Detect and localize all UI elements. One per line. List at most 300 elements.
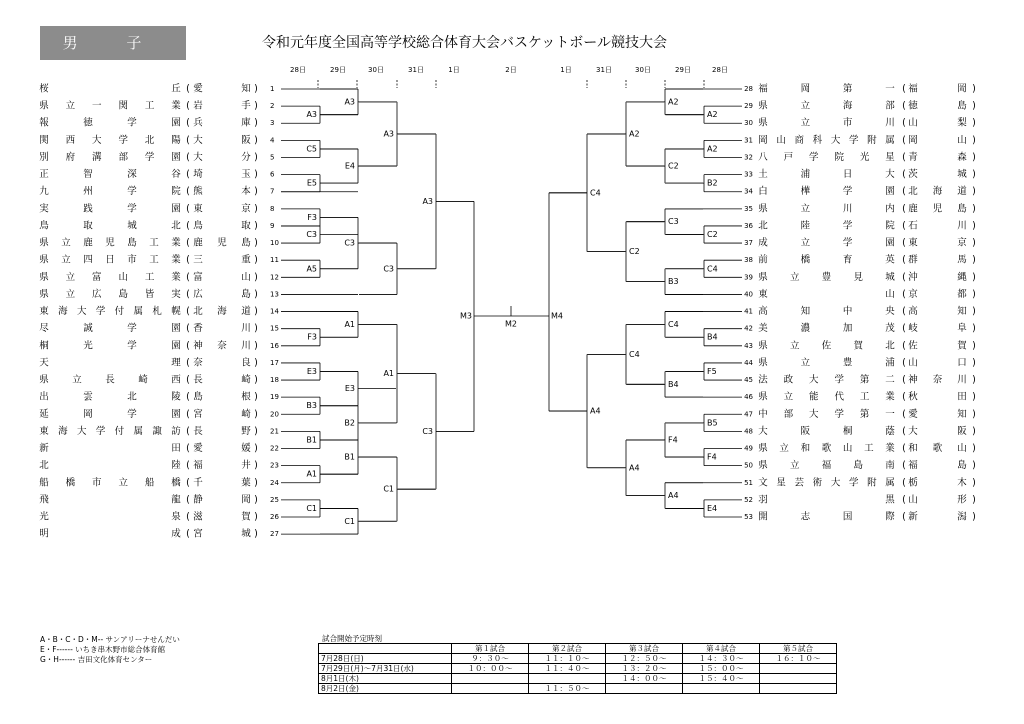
schedule-time: １１：１０～ bbox=[529, 654, 606, 664]
team-left-name-char: 学 bbox=[95, 425, 106, 437]
team-left-pref-char: 奈 bbox=[193, 357, 203, 369]
team-right-name-char: 附 bbox=[867, 134, 877, 146]
team-right-paren: ( bbox=[902, 254, 906, 266]
team-left-name bbox=[39, 339, 181, 351]
team-right-name-char: 学 bbox=[834, 408, 844, 420]
team-left-pref-char: 岩 bbox=[193, 100, 203, 112]
team-left-name-char: 智 bbox=[83, 169, 93, 181]
match-label: A3 bbox=[344, 97, 355, 107]
team-right-pref-char: 森 bbox=[957, 151, 967, 163]
match-label: B3 bbox=[306, 401, 317, 411]
team-left-number: 18 bbox=[270, 376, 279, 385]
team-left-paren: ( bbox=[186, 237, 190, 249]
page-title: 令和元年度全国高等学校総合体育大会バスケットボール競技大会 bbox=[262, 35, 668, 51]
team-right-paren: ) bbox=[972, 374, 976, 386]
team-left-name-char: 丘 bbox=[171, 83, 181, 95]
team-right-name-char: 川 bbox=[885, 117, 895, 129]
team-right-name bbox=[758, 391, 895, 403]
team-left-pref-char: 海 bbox=[217, 306, 227, 318]
team-right-number: 45 bbox=[744, 376, 753, 385]
team-right-name-char: 歌 bbox=[821, 443, 832, 455]
team-left-pref bbox=[193, 202, 251, 214]
team-left-pref bbox=[193, 83, 251, 95]
team-left-name-char: 鹿 bbox=[83, 237, 93, 249]
team-left-paren: ( bbox=[186, 528, 190, 540]
team-right-pref bbox=[908, 374, 967, 386]
team-right-name-char: 土 bbox=[758, 169, 768, 181]
team-right-pref-char: 山 bbox=[908, 117, 918, 129]
team-right-name-char: 文 bbox=[758, 477, 768, 489]
team-left-name bbox=[39, 151, 181, 163]
team-right-number: 39 bbox=[744, 273, 753, 282]
team-left-name-char: 北 bbox=[39, 460, 49, 472]
team-right-name bbox=[758, 219, 895, 231]
team-left-name-char: 学 bbox=[127, 186, 137, 198]
team-left-pref bbox=[193, 511, 251, 523]
team-left-name-char: 陽 bbox=[171, 134, 181, 146]
team-right-name-char: 属 bbox=[885, 134, 895, 146]
team-left-name bbox=[39, 134, 181, 146]
team-right-name-char: 日 bbox=[842, 169, 853, 181]
team-right-pref bbox=[908, 511, 967, 523]
category-tag: 男 子 bbox=[40, 26, 186, 60]
team-left-pref-char: 東 bbox=[193, 203, 203, 215]
team-right-pref-char: 福 bbox=[908, 83, 918, 95]
team-right-pref-char: 阪 bbox=[957, 425, 967, 437]
team-left-name-char: 東 bbox=[39, 306, 49, 318]
date-header-left: 1日 bbox=[448, 66, 460, 74]
team-left-name-char: 東 bbox=[39, 425, 49, 437]
team-right-pref-char: 高 bbox=[908, 306, 918, 318]
team-left-name-char: 工 bbox=[144, 271, 155, 283]
match-label: C3 bbox=[383, 264, 394, 274]
team-right-name bbox=[758, 288, 895, 300]
team-left-name-char: 州 bbox=[83, 186, 93, 198]
team-right-paren: ) bbox=[972, 340, 976, 352]
team-right-paren: ( bbox=[902, 100, 906, 112]
date-header-left: 29日 bbox=[330, 66, 346, 74]
team-left-name-char: 北 bbox=[127, 391, 137, 403]
schedule-time: １０：００～ bbox=[452, 664, 529, 674]
venue-legend-line: E・F------ いちき串木野市総合体育館 bbox=[40, 645, 166, 654]
team-right-name-char: 立 bbox=[800, 357, 811, 369]
match-label: F5 bbox=[707, 366, 717, 376]
team-right-name-char: 第 bbox=[859, 408, 870, 420]
schedule-header-row bbox=[319, 644, 837, 654]
team-left-name-char: 児 bbox=[105, 237, 115, 249]
team-left-number: 26 bbox=[270, 513, 279, 521]
team-left-paren: ( bbox=[186, 408, 190, 420]
team-left-paren: ( bbox=[186, 391, 190, 403]
team-right-name-char: 商 bbox=[794, 134, 805, 146]
team-left-pref bbox=[193, 476, 251, 488]
team-left-paren: ) bbox=[254, 186, 258, 198]
team-right-paren: ( bbox=[902, 357, 906, 369]
team-right-pref-char: 知 bbox=[957, 408, 967, 420]
team-right-pref bbox=[908, 134, 967, 146]
team-right-pref-char: 口 bbox=[957, 357, 967, 369]
team-left-number: 25 bbox=[270, 495, 279, 504]
team-right-name-char: 県 bbox=[758, 340, 768, 352]
team-left-pref-char: 京 bbox=[241, 203, 251, 215]
team-left-number: 24 bbox=[270, 478, 279, 487]
team-left-pref-char: 北 bbox=[193, 306, 203, 318]
team-right-number: 33 bbox=[744, 170, 753, 179]
schedule-time: １４：３０～ bbox=[683, 654, 760, 664]
team-left-name bbox=[39, 168, 181, 180]
team-right-name-char: 大 bbox=[830, 477, 841, 489]
match-label: A3 bbox=[422, 196, 433, 206]
team-right-name-char: 岡 bbox=[758, 134, 768, 146]
team-left-name-char: 立 bbox=[61, 254, 71, 266]
team-left-name-char: 実 bbox=[171, 288, 181, 300]
team-right-name-char: 院 bbox=[885, 220, 895, 232]
team-left-pref-char: 川 bbox=[241, 340, 251, 352]
team-left-name-char: 園 bbox=[171, 323, 181, 335]
team-left-name-char: 工 bbox=[149, 254, 159, 266]
team-left-name bbox=[39, 185, 181, 197]
team-right-name-char: 濃 bbox=[800, 323, 811, 335]
match-label: E3 bbox=[306, 366, 317, 376]
team-left-pref-char: 城 bbox=[241, 528, 251, 540]
team-right-pref-char: 形 bbox=[957, 494, 967, 506]
team-right-name-char: 豊 bbox=[821, 271, 832, 283]
match-label: B4 bbox=[668, 379, 679, 389]
team-right-name-char: 立 bbox=[800, 203, 811, 215]
team-left-name-char: 大 bbox=[76, 306, 87, 318]
team-right-name-char: 政 bbox=[783, 374, 794, 386]
team-left-paren: ) bbox=[254, 340, 258, 352]
team-right-name-char: 浦 bbox=[885, 357, 895, 369]
team-left-paren: ( bbox=[186, 374, 190, 386]
team-right-pref-char: 青 bbox=[908, 151, 918, 163]
team-right-paren: ( bbox=[902, 494, 906, 506]
team-left-name-char: 付 bbox=[114, 306, 125, 318]
schedule-time: ９：３０～ bbox=[452, 654, 529, 664]
venue-legend-line: A・B・C・D・M-- サンアリーナせんだい bbox=[40, 635, 180, 644]
team-left-name bbox=[39, 511, 181, 523]
match-label: A4 bbox=[668, 491, 679, 501]
team-left-pref bbox=[193, 426, 251, 437]
match-label: A3 bbox=[306, 110, 317, 120]
team-left-pref bbox=[193, 459, 251, 471]
team-left-name-char: 部 bbox=[118, 151, 128, 163]
team-right-name bbox=[758, 322, 895, 334]
team-left-name-char: 崎 bbox=[138, 374, 148, 386]
team-left-pref-char: 宮 bbox=[193, 408, 203, 420]
match-label: C4 bbox=[707, 264, 718, 274]
match-label: C2 bbox=[629, 247, 640, 257]
team-right-pref-char: 和 bbox=[908, 443, 918, 455]
team-left-pref bbox=[193, 374, 251, 386]
team-right-name-char: 科 bbox=[812, 134, 823, 146]
team-left-name bbox=[39, 322, 181, 334]
team-right-number: 46 bbox=[744, 393, 753, 402]
team-right-paren: ) bbox=[972, 203, 976, 215]
team-left-paren: ( bbox=[186, 306, 190, 318]
team-left-name-char: 光 bbox=[39, 511, 49, 523]
team-right-pref-char: 神 bbox=[908, 374, 918, 386]
team-left-pref-char: 崎 bbox=[241, 408, 251, 420]
team-left-name-char: 雲 bbox=[83, 391, 93, 403]
match-label: A1 bbox=[306, 469, 317, 479]
team-right-pref bbox=[908, 493, 967, 505]
team-right-name-char: 工 bbox=[864, 443, 874, 455]
schedule-time bbox=[760, 664, 837, 674]
team-left-paren: ) bbox=[254, 237, 258, 249]
team-left-name-char: 立 bbox=[118, 477, 128, 489]
team-right-name bbox=[758, 511, 895, 523]
team-left-paren: ) bbox=[254, 391, 258, 403]
team-right-name bbox=[758, 100, 895, 112]
team-left-paren: ) bbox=[254, 151, 258, 163]
team-left-name-char: 学 bbox=[127, 117, 137, 129]
schedule-time: １５：４０～ bbox=[683, 674, 760, 684]
team-right-pref-char: 岐 bbox=[908, 323, 918, 335]
team-left-name bbox=[39, 528, 181, 540]
match-label: A2 bbox=[707, 144, 718, 154]
team-left-number: 2 bbox=[270, 102, 275, 111]
team-right-name-char: 県 bbox=[758, 443, 768, 455]
team-right-pref-char: 山 bbox=[908, 494, 918, 506]
team-right-paren: ) bbox=[972, 288, 976, 300]
team-right-name-char: 立 bbox=[800, 237, 811, 249]
team-left-pref bbox=[193, 219, 251, 231]
team-right-number: 28 bbox=[744, 85, 753, 93]
team-right-name-char: 工 bbox=[859, 391, 870, 403]
team-right-name-char: 業 bbox=[885, 443, 895, 455]
team-left-name-char: 北 bbox=[144, 134, 155, 146]
team-right-name-char: 八 bbox=[758, 151, 768, 163]
team-left-pref-char: 手 bbox=[241, 100, 251, 112]
date-header-right: 29日 bbox=[675, 66, 691, 74]
team-right-name bbox=[758, 185, 895, 197]
date-header-right: 1日 bbox=[560, 66, 572, 74]
team-left-pref-char: 三 bbox=[193, 254, 203, 266]
team-right-number: 48 bbox=[744, 427, 753, 436]
team-right-name-char: 加 bbox=[842, 323, 853, 335]
team-right-paren: ) bbox=[972, 443, 976, 455]
team-left-pref bbox=[193, 271, 251, 283]
team-left-name-char: 属 bbox=[133, 425, 144, 437]
team-right-pref-char: 北 bbox=[908, 186, 918, 198]
team-right-pref-char: 秋 bbox=[908, 391, 918, 403]
team-left-number: 7 bbox=[270, 187, 275, 196]
team-left-pref-char: 大 bbox=[193, 134, 203, 146]
team-left-name-char: 業 bbox=[171, 271, 181, 283]
team-right-name-char: 県 bbox=[758, 391, 768, 403]
team-left-pref-char: 島 bbox=[241, 237, 251, 249]
team-right-name-char: 業 bbox=[885, 391, 895, 403]
match-label: A2 bbox=[668, 97, 679, 107]
match-label: C4 bbox=[629, 349, 640, 359]
team-right-name-char: 山 bbox=[776, 134, 786, 146]
team-right-name-char: 島 bbox=[853, 460, 864, 472]
team-left-name-char: 県 bbox=[39, 288, 49, 300]
team-left-pref-char: 千 bbox=[193, 477, 203, 489]
team-left-name-char: 工 bbox=[144, 100, 155, 112]
team-left-name bbox=[39, 374, 181, 386]
team-left-pref-char: 香 bbox=[193, 323, 203, 335]
team-right-paren: ( bbox=[902, 511, 906, 523]
team-left-name-char: 市 bbox=[127, 254, 137, 266]
team-left-name-char: 県 bbox=[39, 374, 49, 386]
team-left-paren: ) bbox=[254, 408, 258, 420]
schedule-header-cell: 第２試合 bbox=[529, 644, 606, 654]
schedule-time bbox=[529, 674, 606, 684]
team-right-pref bbox=[908, 168, 967, 180]
schedule-date: 7月29日(月)～7月31日(水) bbox=[319, 664, 452, 674]
match-label: A3 bbox=[383, 129, 394, 139]
team-right-pref bbox=[908, 83, 967, 95]
team-right-number: 43 bbox=[744, 341, 753, 350]
team-left-name-char: 立 bbox=[65, 271, 76, 283]
venue-legend-line: G・H------ 吉田文化体育センター bbox=[40, 655, 153, 664]
team-left-paren: ( bbox=[186, 460, 190, 472]
team-left-pref bbox=[193, 117, 251, 129]
team-left-pref-char: 良 bbox=[241, 357, 251, 369]
team-right-number: 32 bbox=[744, 153, 753, 162]
team-left-pref-char: 道 bbox=[241, 306, 251, 318]
team-left-pref-char: 静 bbox=[193, 494, 203, 506]
team-right-number: 36 bbox=[744, 221, 753, 230]
team-right-paren: ( bbox=[902, 477, 906, 489]
team-right-name-char: 知 bbox=[800, 306, 811, 318]
team-right-paren: ( bbox=[902, 460, 906, 472]
team-right-name-char: 県 bbox=[758, 117, 768, 129]
schedule-time bbox=[606, 684, 683, 694]
team-right-paren: ( bbox=[902, 134, 906, 146]
team-left-pref-char: 庫 bbox=[241, 117, 251, 129]
team-left-name-char: 陸 bbox=[171, 460, 181, 472]
match-label: B5 bbox=[707, 418, 718, 428]
team-right-name-char: 戸 bbox=[783, 151, 794, 163]
team-left-name-char: 大 bbox=[92, 134, 102, 146]
team-left-number: 21 bbox=[270, 427, 279, 436]
team-right-name bbox=[758, 117, 895, 129]
team-left-name-char: 府 bbox=[65, 151, 76, 163]
team-left-name-char: 院 bbox=[171, 186, 181, 198]
team-right-number: 42 bbox=[744, 324, 753, 333]
team-right-pref bbox=[908, 442, 967, 454]
team-left-name bbox=[39, 493, 181, 505]
team-left-paren: ) bbox=[254, 460, 258, 472]
team-left-paren: ( bbox=[186, 100, 190, 112]
match-label: C3 bbox=[344, 238, 355, 248]
team-right-name bbox=[758, 476, 895, 488]
team-right-name-char: 山 bbox=[885, 288, 895, 300]
team-right-name-char: 北 bbox=[758, 220, 768, 232]
team-right-name-char: 大 bbox=[758, 425, 768, 437]
team-left-paren: ( bbox=[186, 494, 190, 506]
team-left-name-char: 皆 bbox=[144, 288, 155, 300]
semifinal-label-left: M3 bbox=[460, 311, 472, 321]
team-right-name-char: 県 bbox=[758, 100, 768, 112]
team-right-paren: ) bbox=[972, 237, 976, 249]
team-right-name-char: 学 bbox=[842, 237, 853, 249]
team-left-name-char: 広 bbox=[92, 288, 102, 300]
team-left-paren: ) bbox=[254, 100, 258, 112]
team-left-name bbox=[39, 219, 181, 231]
team-left-pref bbox=[193, 168, 251, 180]
date-header-left: 31日 bbox=[408, 66, 424, 74]
team-right-pref-char: 岡 bbox=[908, 134, 918, 146]
schedule-time: １１：４０～ bbox=[529, 664, 606, 674]
team-right-name-char: 星 bbox=[885, 151, 895, 163]
team-left-paren: ( bbox=[186, 271, 190, 283]
team-right-pref-char: 梨 bbox=[957, 117, 967, 129]
team-left-number: 13 bbox=[270, 290, 279, 299]
team-right-paren: ( bbox=[902, 340, 906, 352]
team-right-pref bbox=[908, 117, 967, 129]
team-left-name-char: 明 bbox=[39, 528, 49, 540]
team-right-name-char: 東 bbox=[758, 288, 768, 300]
team-right-pref-char: 阜 bbox=[957, 323, 967, 335]
team-right-name-char: 立 bbox=[783, 391, 794, 403]
team-right-name-char: 星 bbox=[776, 477, 786, 489]
team-right-name-char: 豊 bbox=[842, 357, 853, 369]
match-label: A2 bbox=[629, 129, 640, 139]
team-right-number: 53 bbox=[744, 513, 753, 521]
team-right-name-char: 学 bbox=[834, 374, 844, 386]
team-right-paren: ) bbox=[972, 134, 976, 146]
schedule-time: １３：２０～ bbox=[606, 664, 683, 674]
team-right-name-char: 佐 bbox=[821, 340, 832, 352]
team-right-name-char: 内 bbox=[885, 203, 895, 215]
team-left-number: 27 bbox=[270, 530, 279, 539]
team-right-pref bbox=[908, 339, 967, 351]
team-right-name-char: 大 bbox=[885, 169, 895, 181]
team-left-paren: ( bbox=[186, 134, 190, 146]
team-left-pref-char: 根 bbox=[241, 391, 251, 403]
team-left-name-char: 一 bbox=[92, 100, 102, 112]
team-left-pref bbox=[193, 305, 251, 317]
team-left-paren: ( bbox=[186, 220, 190, 232]
team-left-number: 1 bbox=[270, 85, 275, 93]
team-right-paren: ( bbox=[902, 391, 906, 403]
team-right-paren: ( bbox=[902, 117, 906, 129]
team-right-name-char: 立 bbox=[789, 460, 800, 472]
team-left-paren: ) bbox=[254, 306, 258, 318]
schedule-title: 試合開始予定時刻 bbox=[322, 634, 382, 643]
team-left-pref-char: 宮 bbox=[193, 528, 203, 540]
team-left-number: 9 bbox=[270, 221, 275, 230]
team-right-pref bbox=[908, 254, 967, 266]
team-right-pref-char: 城 bbox=[957, 169, 967, 181]
team-left-pref-char: 神 bbox=[193, 340, 203, 352]
match-label: A1 bbox=[344, 319, 355, 329]
team-left-paren: ) bbox=[254, 528, 258, 540]
team-left-name-char: 報 bbox=[39, 117, 49, 129]
team-left-pref-char: 賀 bbox=[241, 511, 251, 523]
team-left-pref-char: 重 bbox=[241, 254, 251, 266]
match-label: F4 bbox=[707, 452, 717, 462]
team-left-paren: ) bbox=[254, 203, 258, 215]
team-left-name-char: 訪 bbox=[171, 425, 181, 437]
team-right-pref bbox=[908, 356, 967, 368]
team-left-name-char: 園 bbox=[171, 408, 181, 420]
team-right-name-char: 際 bbox=[885, 511, 895, 523]
team-left-pref bbox=[193, 356, 251, 368]
team-right-paren: ) bbox=[972, 323, 976, 335]
semifinal-label-right: M4 bbox=[551, 311, 563, 321]
team-right-name-char: 学 bbox=[842, 220, 853, 232]
team-right-paren: ( bbox=[902, 374, 906, 386]
team-left-name bbox=[39, 442, 181, 454]
team-right-name-char: 美 bbox=[758, 323, 768, 335]
team-right-paren: ) bbox=[972, 220, 976, 232]
team-left-name-char: 学 bbox=[127, 203, 137, 215]
